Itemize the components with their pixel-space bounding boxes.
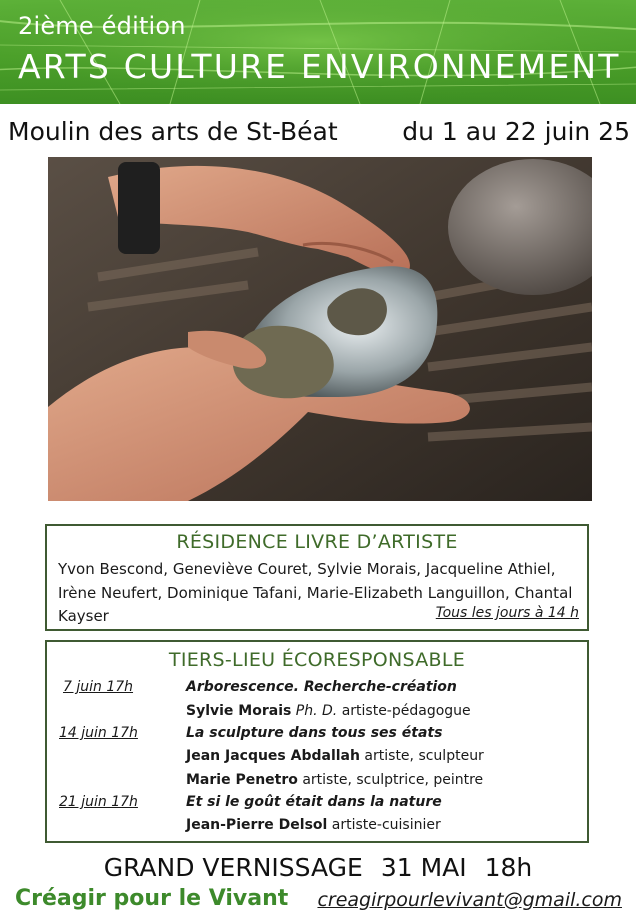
tiers-lieu-title: TIERS-LIEU ÉCORESPONSABLE bbox=[168, 649, 466, 671]
vernissage-date: 31 MAI bbox=[380, 853, 467, 882]
event-date: 14 juin 17h bbox=[59, 725, 138, 741]
vernissage-line bbox=[0, 853, 636, 882]
tiers-lieu-box bbox=[45, 640, 589, 843]
event-presenter bbox=[186, 772, 483, 788]
presenter-name: Sylvie Morais bbox=[186, 703, 292, 719]
event-title: La sculpture dans tous ses états bbox=[186, 725, 443, 741]
event-date: 7 juin 17h bbox=[63, 679, 134, 695]
event-date: 21 juin 17h bbox=[59, 794, 138, 810]
event-title: Arborescence. Recherche-création bbox=[186, 679, 457, 695]
event-title: Et si le goût était dans la nature bbox=[186, 794, 442, 810]
presenter-role: artiste-pédagogue bbox=[337, 703, 471, 719]
presenter-name: Jean Jacques Abdallah bbox=[186, 748, 360, 764]
venue-name: Moulin des arts de St-Béat bbox=[8, 117, 338, 146]
event-presenter bbox=[186, 703, 471, 719]
presenter-name: Marie Penetro bbox=[186, 772, 298, 788]
residence-box bbox=[45, 524, 589, 631]
contact-email[interactable]: creagirpourlevivant@gmail.com bbox=[317, 889, 622, 911]
event-presenter bbox=[186, 817, 441, 833]
presenter-role: artiste, sculpteur bbox=[359, 748, 484, 764]
header-banner bbox=[0, 0, 636, 104]
hands-stone-photo bbox=[48, 157, 592, 501]
headline: ARTS CULTURE ENVIRONNEMENT bbox=[18, 47, 621, 86]
event-dates: du 1 au 22 juin 25 bbox=[402, 117, 630, 146]
presenter-name: Jean-Pierre Delsol bbox=[186, 817, 328, 833]
edition-label: 2ième édition bbox=[18, 12, 186, 40]
presenter-role: artiste-cuisinier bbox=[327, 817, 441, 833]
vernissage-label: GRAND VERNISSAGE bbox=[103, 853, 363, 882]
presenter-title: Ph. D. bbox=[295, 703, 338, 719]
presenter-role: artiste, sculptrice, peintre bbox=[297, 772, 484, 788]
residence-schedule: Tous les jours à 14 h bbox=[435, 605, 579, 621]
residence-title: RÉSIDENCE LIVRE D’ARTISTE bbox=[176, 531, 458, 553]
organizer-name: Créagir pour le Vivant bbox=[15, 886, 289, 911]
vernissage-time: 18h bbox=[484, 853, 533, 882]
residence-artists: Yvon Bescond, Geneviève Couret, Sylvie Morais, Jacqueline Athiel, Irène Neufert, Dominique Tafani, Marie-Elizabeth Languillon, Chantal Kayser bbox=[58, 560, 573, 625]
event-presenter bbox=[186, 748, 484, 764]
